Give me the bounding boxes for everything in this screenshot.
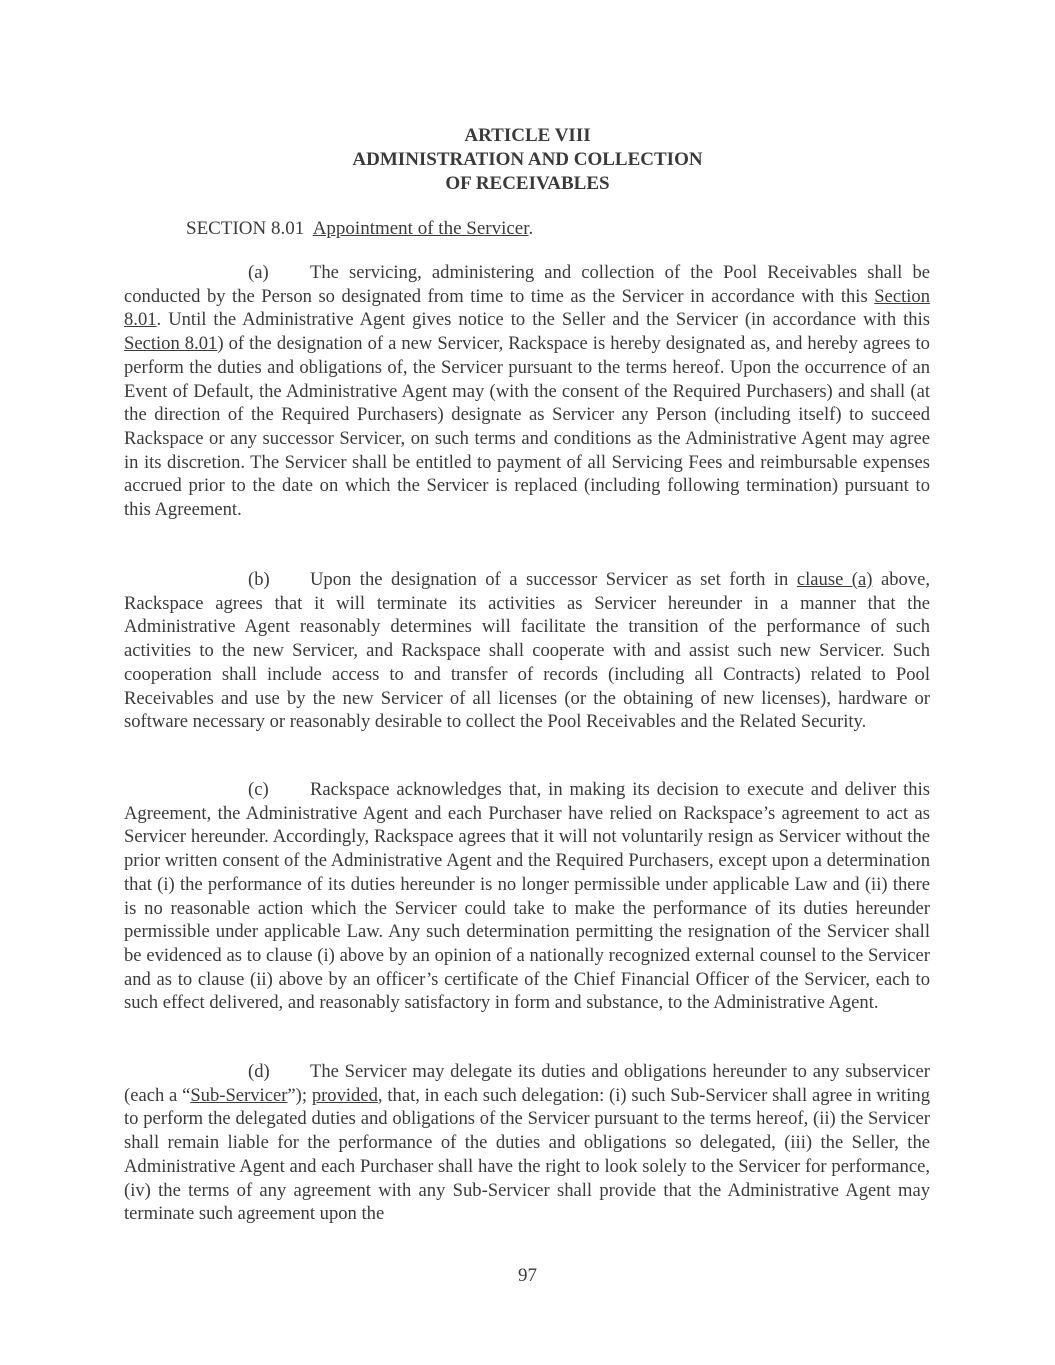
page-number: 97	[518, 1265, 537, 1286]
proviso-term: provided	[311, 1084, 378, 1106]
paragraph-a-text-2: . Until the Administrative Agent gives notice to the Seller and the Servicer (in accordance with this	[156, 309, 930, 331]
paragraph-a-text-3: ) of the designation of a new Servicer, Rackspace is hereby designated as, and hereby agrees to perform the duties and obligations of, the Servicer pursuant to the terms hereof. Upon the occurrence of an Event of Default, the Administrative Agent may (with the consent of the Required Purchasers) and shall (at the direction of the Required Purchasers) designate as Servicer any Person (including itself) to succeed Rackspace or any successor Servicer, on such terms and conditions as the Administrative Agent may agree in its discretion. The Servicer shall be entitled to payment of all Servicing Fees and reimbursable expenses accrued prior to the date on which the Servicer is replaced (including following termination) pursuant to this Agreement.	[124, 333, 930, 521]
section-title-period: .	[528, 218, 534, 239]
paragraph-c	[124, 778, 930, 1015]
paragraph-b-text-1: Upon the designation of a successor Servicer as set forth in	[310, 569, 797, 590]
paragraph-b-text-2: above, Rackspace agrees that it will terminate its activities as Servicer hereunder in a manner that the Administrative Agent reasonably determines will facilitate the transition of the performance of such activities to the new Servicer, and Rackspace shall cooperate with and assist such new Servicer. Such cooperation shall include access to and transfer of records (including all Contracts) related to Pool Receivables and use by the new Servicer of all licenses (or the obtaining of new licenses), hardware or software necessary or reasonably desirable to collect the Pool Receivables and the Related Security.	[124, 569, 930, 733]
defined-term: Sub-Servicer	[190, 1084, 288, 1106]
section-heading	[186, 217, 533, 241]
paragraph-d	[124, 1060, 930, 1226]
paragraph-b-label: (b)	[248, 569, 270, 590]
section-number: SECTION 8.01	[186, 218, 305, 239]
article-heading	[0, 124, 1055, 196]
paragraph-a	[124, 261, 930, 522]
paragraph-a-text-1: The servicing, administering and collection of the Pool Receivables shall be conducted by the Person so designated from time to time as the Servicer in accordance with this	[124, 262, 930, 307]
paragraph-d-text-3: , that, in each such delegation: (i) such Sub-Servicer shall agree in writing to perform the delegated duties and obligations of the Servicer pursuant to the terms hereof, (ii) the Servicer shall remain liable for the performance of the duties and obligations so delegated, (iii) the Seller, the Administrative Agent and each Purchaser shall have the right to look solely to the Servicer for performance, (iv) the terms of any agreement with any Sub-Servicer shall provide that the Administrative Agent may terminate such agreement upon the	[124, 1084, 930, 1225]
paragraph-d-text-1: The Servicer may delegate its duties and obligations hereunder to any subservicer (each a “	[124, 1061, 930, 1106]
article-number: ARTICLE VIII	[464, 125, 591, 146]
paragraph-a-label: (a)	[248, 262, 269, 283]
paragraph-d-text-2: ”);	[287, 1084, 312, 1106]
paragraph-b	[124, 568, 930, 734]
article-title-line-1: ADMINISTRATION AND COLLECTION	[352, 149, 703, 170]
section-title: Appointment of the Servicer	[312, 218, 529, 239]
section-reference-link: Section 8.01	[124, 333, 218, 355]
section-reference-link: Section 8.01	[124, 285, 930, 331]
paragraph-d-label: (d)	[248, 1061, 270, 1082]
article-title-line-2: OF RECEIVABLES	[445, 173, 610, 194]
clause-reference: clause (a)	[796, 569, 873, 590]
paragraph-c-text: Rackspace acknowledges that, in making its decision to execute and deliver this Agreement, the Administrative Agent and each Purchaser have relied on Rackspace’s agreement to act as Servicer hereunder. Accordingly, Rackspace agrees that it will not voluntarily resign as Servicer without the prior written consent of the Administrative Agent and the Required Purchasers, except upon a determination that (i) the performance of its duties hereunder is no longer permissible under applicable Law and (ii) there is no reasonable action which the Servicer could take to make the performance of its duties hereunder permissible under applicable Law. Any such determination permitting the resignation of the Servicer shall be evidenced as to clause (i) above by an opinion of a nationally recognized external counsel to the Servicer and as to clause (ii) above by an officer’s certificate of the Chief Financial Officer of the Servicer, each to such effect delivered, and reasonably satisfactory in form and substance, to the Administrative Agent.	[124, 779, 930, 1014]
paragraph-c-label: (c)	[248, 779, 269, 800]
